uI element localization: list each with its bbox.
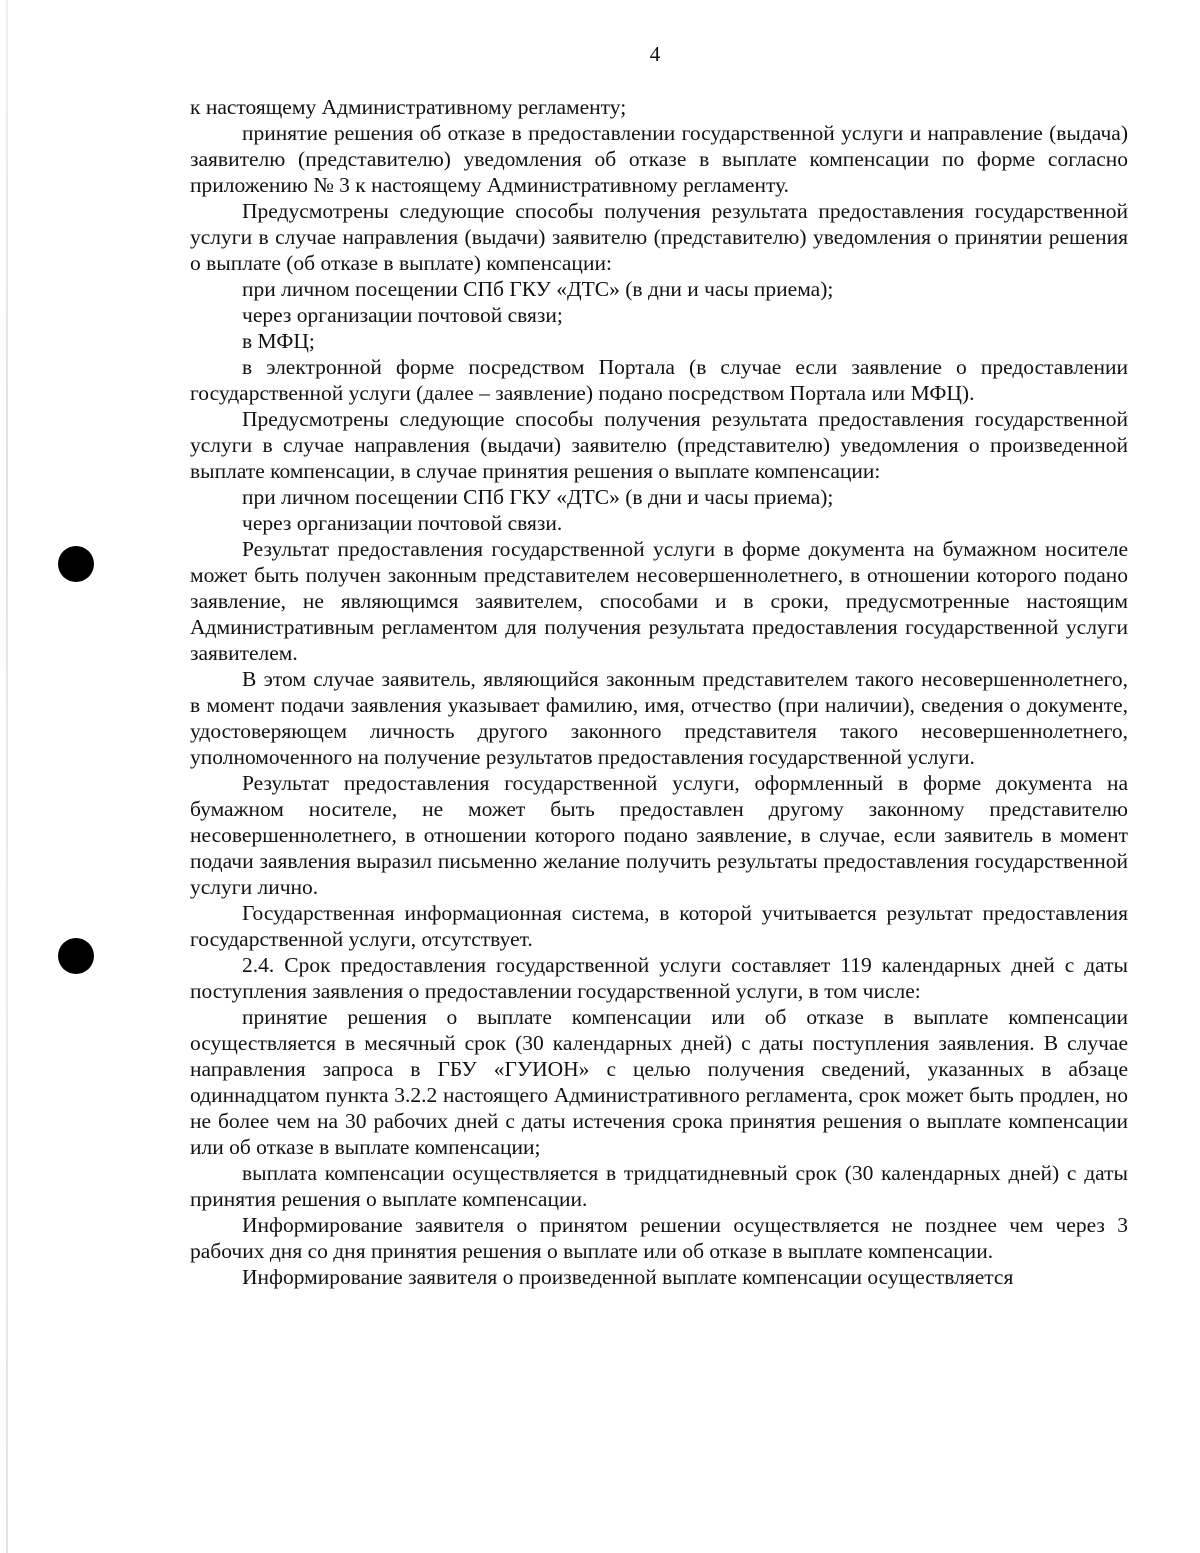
paragraph: Информирование заявителя о принятом решении осуществляется не позднее чем через 3 рабочих дня со дня принятия решения о выплате или об отказе в выплате компенсации. xyxy=(190,1213,1128,1263)
paragraph: через организации почтовой связи; xyxy=(242,303,563,327)
paragraph: в МФЦ; xyxy=(242,329,315,353)
paragraph: Предусмотрены следующие способы получения результата предоставления государственной услуги в случае направления (выдачи) заявителю (представителю) уведомления о принятии решения о выплате (об отказе в выплате) компенсации: xyxy=(190,199,1128,275)
scan-edge-shadow xyxy=(6,0,8,1553)
paragraph: Предусмотрены следующие способы получения результата предоставления государственной услуги в случае направления (выдачи) заявителю (представителю) уведомления о произведенной выплате компенсации, в случае принятия решения о выплате компенсации: xyxy=(190,407,1128,483)
paragraph: Государственная информационная система, в которой учитывается результат предоставления государственной услуги, отсутствует. xyxy=(190,901,1128,951)
paragraph: 2.4. Срок предоставления государственной услуги составляет 119 календарных дней с даты поступления заявления о предоставлении государственной услуги, в том числе: xyxy=(190,953,1128,1003)
paragraph: Результат предоставления государственной услуги в форме документа на бумажном носителе может быть получен законным представителем несовершеннолетнего, в отношении которого подано заявление, не являющимся заявителем, способами и в сроки, предусмотренные настоящим Административным регламентом для получения результата предоставления государственной услуги заявителем. xyxy=(190,537,1128,665)
paragraph: в электронной форме посредством Портала (в случае если заявление о предоставлении государственной услуги (далее – заявление) подано посредством Портала или МФЦ). xyxy=(190,355,1128,405)
paragraph: при личном посещении СПб ГКУ «ДТС» (в дни и часы приема); xyxy=(242,277,834,301)
paragraph: В этом случае заявитель, являющийся законным представителем такого несовершеннолетнего, в момент подачи заявления указывает фамилию, имя, отчество (при наличии), сведения о документе, удостоверяющем личность другого законного представителя такого несовершеннолетнего, уполномоченного на получение результатов предоставления государственной услуги. xyxy=(190,667,1128,769)
document-body xyxy=(190,94,1128,1290)
paragraph: принятие решения об отказе в предоставлении государственной услуги и направление (выдача) заявителю (представителю) уведомления об отказе в выплате компенсации по форме согласно приложению № 3 к настоящему Административному регламенту. xyxy=(190,121,1128,197)
paragraph: Информирование заявителя о произведенной выплате компенсации осуществляется xyxy=(242,1265,1014,1289)
punch-hole-mark xyxy=(58,938,94,974)
paragraph: выплата компенсации осуществляется в тридцатидневный срок (30 календарных дней) с даты принятия решения о выплате компенсации. xyxy=(190,1161,1128,1211)
page-number: 4 xyxy=(649,42,661,66)
punch-hole-mark xyxy=(58,546,94,582)
paragraph: через организации почтовой связи. xyxy=(242,511,563,535)
paragraph: Результат предоставления государственной услуги, оформленный в форме документа на бумажном носителе, не может быть предоставлен другому законному представителю несовершеннолетнего, в отношении которого подано заявление, в случае, если заявитель в момент подачи заявления выразил письменно желание получить результаты предоставления государственной услуги лично. xyxy=(190,771,1128,899)
paragraph: к настоящему Административному регламенту; xyxy=(190,95,627,119)
paragraph: принятие решения о выплате компенсации или об отказе в выплате компенсации осуществляется в месячный срок (30 календарных дней) с даты поступления заявления. В случае направления запроса в ГБУ «ГУИОН» с целью получения сведений, указанных в абзаце одиннадцатом пункта 3.2.2 настоящего Административного регламента, срок может быть продлен, но не более чем на 30 рабочих дней с даты истечения срока принятия решения о выплате компенсации или об отказе в выплате компенсации; xyxy=(190,1005,1128,1159)
paragraph: при личном посещении СПб ГКУ «ДТС» (в дни и часы приема); xyxy=(242,485,834,509)
